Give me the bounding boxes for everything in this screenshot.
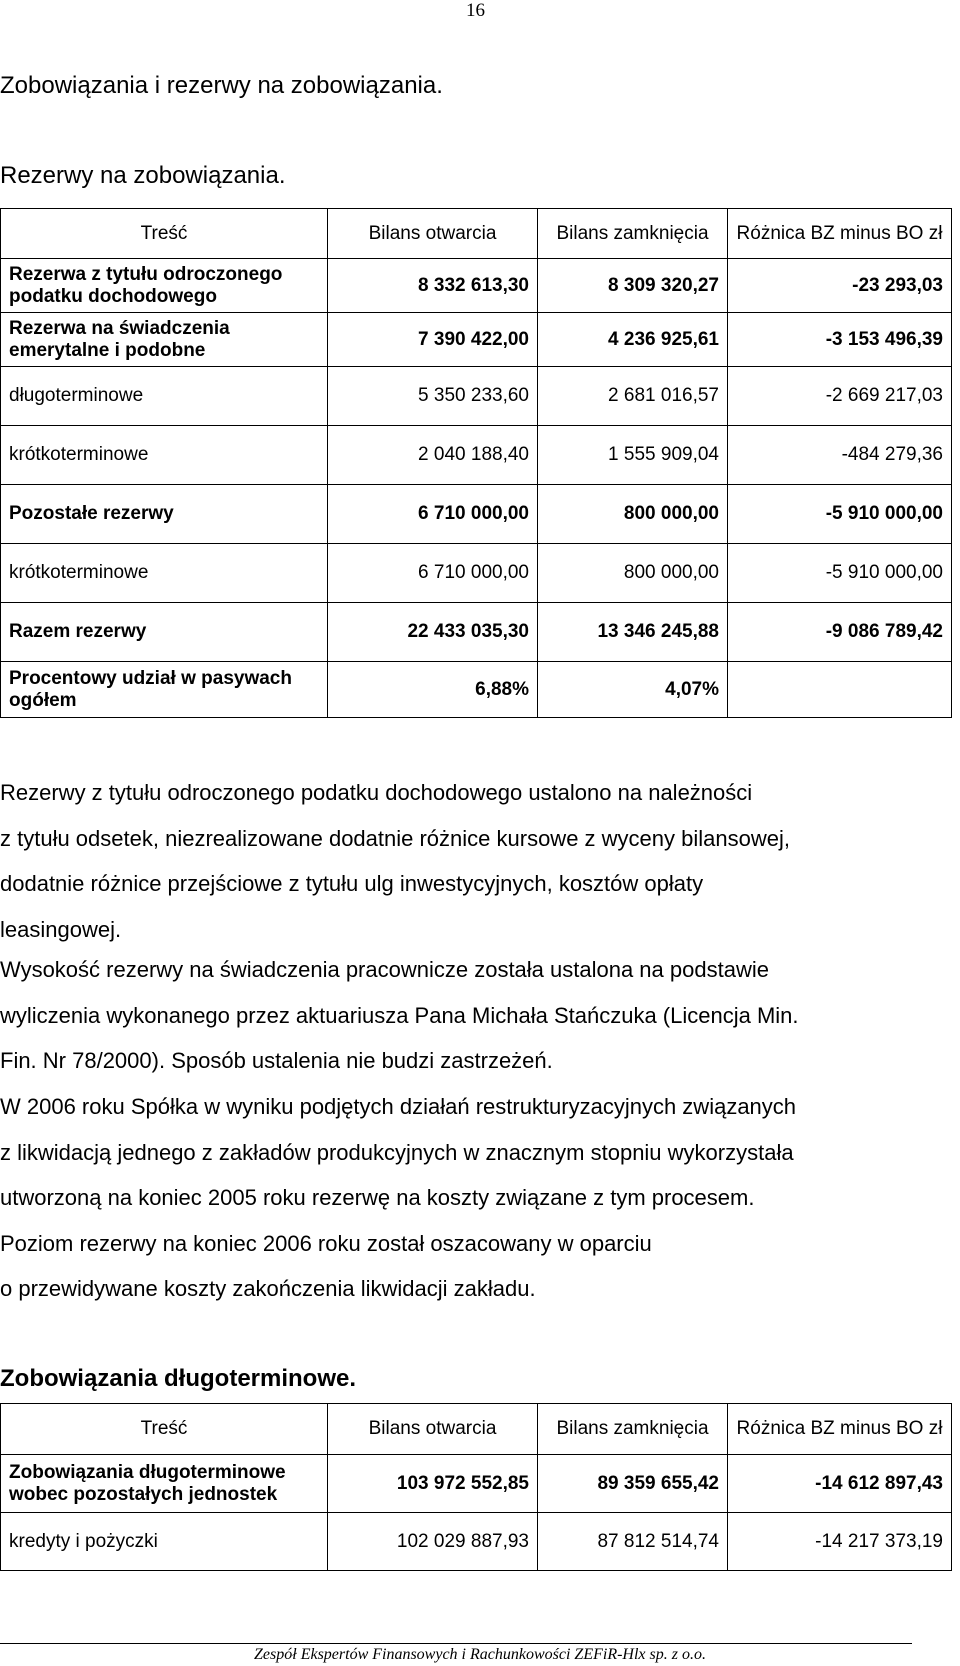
row-label: Rezerwa z tytułu odroczonego podatku dochodowego [1, 259, 328, 313]
table-row [1, 426, 952, 485]
reserves-table [0, 208, 952, 718]
opening-balance: 7 390 422,00 [328, 313, 538, 367]
opening-balance: 2 040 188,40 [328, 426, 538, 485]
opening-share: 6,88% [328, 662, 538, 718]
closing-balance: 4 236 925,61 [538, 313, 728, 367]
difference: -23 293,03 [728, 259, 952, 313]
table-header-row [1, 1404, 952, 1455]
opening-balance: 102 029 887,93 [328, 1513, 538, 1571]
difference: -9 086 789,42 [728, 603, 952, 662]
opening-balance: 103 972 552,85 [328, 1455, 538, 1513]
table-row [1, 544, 952, 603]
closing-balance: 8 309 320,27 [538, 259, 728, 313]
header-cell: Bilans zamknięcia [538, 1404, 728, 1455]
table-row [1, 485, 952, 544]
paragraph-employee-benefits [0, 947, 951, 1084]
difference: -14 217 373,19 [728, 1513, 952, 1571]
closing-balance: 87 812 514,74 [538, 1513, 728, 1571]
table-row [1, 259, 952, 313]
footer-divider [0, 1643, 912, 1644]
difference [728, 662, 952, 718]
row-label: Pozostałe rezerwy [1, 485, 328, 544]
difference: -14 612 897,43 [728, 1455, 952, 1513]
opening-balance: 8 332 613,30 [328, 259, 538, 313]
text-line: W 2006 roku Spółka w wyniku podjętych działań restrukturyzacyjnych związanych [0, 1094, 797, 1119]
row-label: krótkoterminowe [1, 544, 328, 603]
table-header-row [1, 209, 952, 259]
text-line: Rezerwy z tytułu odroczonego podatku dochodowego ustalono na należności [0, 780, 753, 805]
row-label: kredyty i pożyczki [1, 1513, 328, 1571]
row-label: krótkoterminowe [1, 426, 328, 485]
table-row [1, 1513, 952, 1571]
row-label: Rezerwa na świadczenia emerytalne i podobne [1, 313, 328, 367]
opening-balance: 5 350 233,60 [328, 367, 538, 426]
text-line: z likwidacją jednego z zakładów produkcyjnych w znacznym stopniu wykorzystała [0, 1139, 794, 1165]
text-line: Wysokość rezerwy na świadczenia pracownicze została ustalona na podstawie [0, 957, 769, 982]
header-cell: Różnica BZ minus BO zł [728, 1404, 952, 1455]
difference: -3 153 496,39 [728, 313, 952, 367]
closing-share: 4,07% [538, 662, 728, 718]
subsection-heading-reserves: Rezerwy na zobowiązania. [0, 162, 286, 189]
table-row [1, 603, 952, 662]
header-cell: Treść [1, 1404, 328, 1455]
row-label: Procentowy udział w pasywach ogółem [1, 662, 328, 718]
header-cell: Różnica BZ minus BO zł [728, 209, 952, 259]
difference: -484 279,36 [728, 426, 952, 485]
closing-balance: 800 000,00 [538, 485, 728, 544]
section-heading: Zobowiązania i rezerwy na zobowiązania. [0, 72, 443, 99]
closing-balance: 2 681 016,57 [538, 367, 728, 426]
paragraph-deferred-tax [0, 770, 951, 952]
text-line: Poziom rezerwy na koniec 2006 roku został oszacowany w oparciu [0, 1230, 652, 1256]
text-line: dodatnie różnice przejściowe z tytułu ulg inwestycyjnych, kosztów opłaty [0, 871, 704, 896]
difference: -2 669 217,03 [728, 367, 952, 426]
subsection-heading-longterm: Zobowiązania długoterminowe. [0, 1365, 357, 1392]
header-cell: Bilans zamknięcia [538, 209, 728, 259]
text-line: wyliczenia wykonanego przez aktuariusza Pana Michała Stańczuka (Licencja Min. [0, 1002, 799, 1028]
table-row [1, 367, 952, 426]
page-footer: Zespół Ekspertów Finansowych i Rachunkowości ZEFiR-Hlx sp. z o.o. [254, 1646, 706, 1663]
longterm-liabilities-table [0, 1403, 952, 1571]
header-cell: Bilans otwarcia [328, 209, 538, 259]
text-line: o przewidywane koszty zakończenia likwidacji zakładu. [0, 1276, 536, 1301]
opening-balance: 22 433 035,30 [328, 603, 538, 662]
row-label: Zobowiązania długoterminowe wobec pozostałych jednostek [1, 1455, 328, 1513]
header-cell: Bilans otwarcia [328, 1404, 538, 1455]
text-line: leasingowej. [0, 916, 122, 942]
table-row [1, 662, 952, 718]
text-line: Fin. Nr 78/2000). Sposób ustalenia nie budzi zastrzeżeń. [0, 1048, 553, 1073]
text-line: z tytułu odsetek, niezrealizowane dodatnie różnice kursowe z wyceny bilansowej, [0, 825, 790, 851]
closing-balance: 13 346 245,88 [538, 603, 728, 662]
opening-balance: 6 710 000,00 [328, 544, 538, 603]
difference: -5 910 000,00 [728, 544, 952, 603]
difference: -5 910 000,00 [728, 485, 952, 544]
table-row [1, 1455, 952, 1513]
opening-balance: 6 710 000,00 [328, 485, 538, 544]
row-label: Razem rezerwy [1, 603, 328, 662]
closing-balance: 1 555 909,04 [538, 426, 728, 485]
paragraph-restructuring [0, 1084, 951, 1312]
table-row [1, 313, 952, 367]
header-cell: Treść [1, 209, 328, 259]
text-line: utworzoną na koniec 2005 roku rezerwę na koszty związane z tym procesem. [0, 1185, 755, 1210]
closing-balance: 800 000,00 [538, 544, 728, 603]
page-number: 16 [466, 0, 485, 21]
closing-balance: 89 359 655,42 [538, 1455, 728, 1513]
row-label: długoterminowe [1, 367, 328, 426]
